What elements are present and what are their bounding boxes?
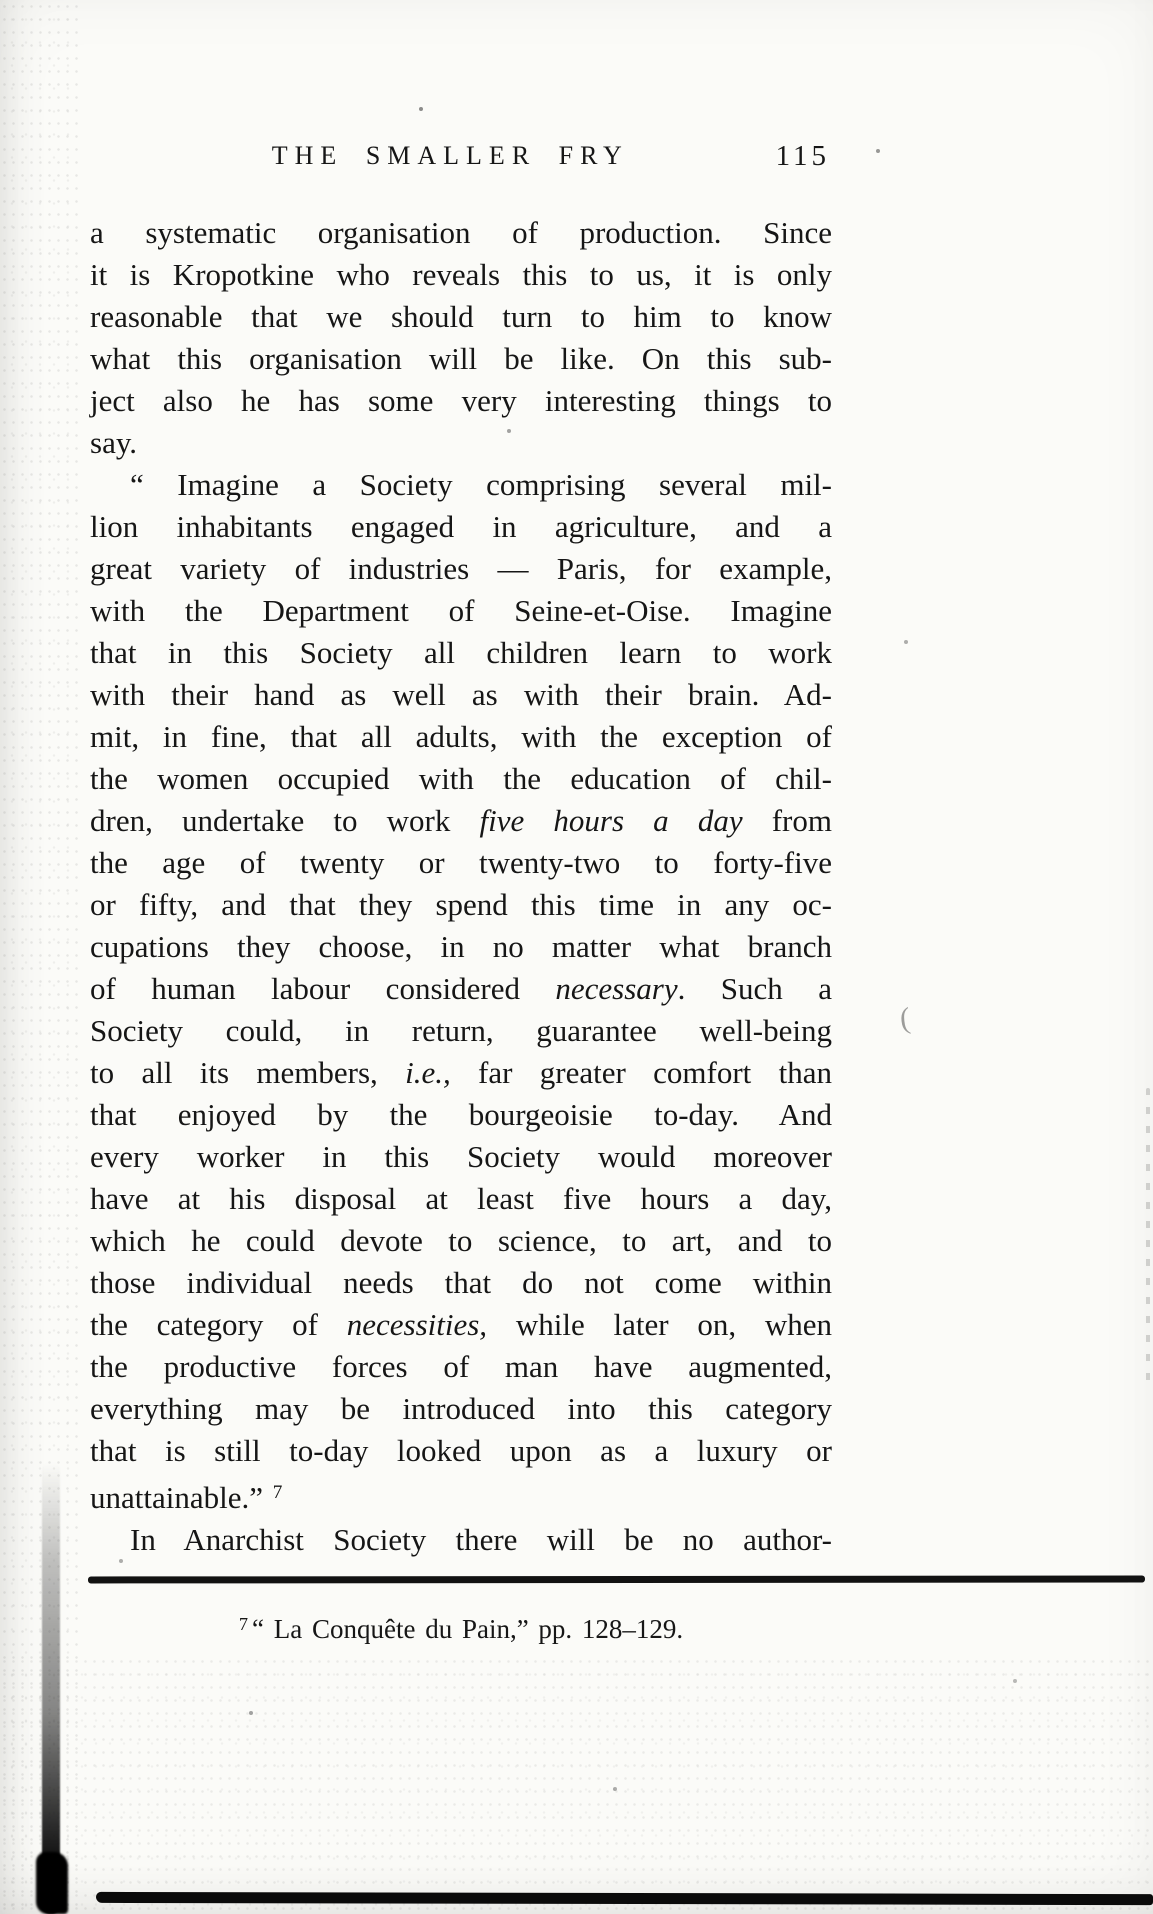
scan-artifact-edge-dashes [1146, 1088, 1150, 1388]
scan-artifact-paren-mark: ( [898, 1001, 912, 1036]
text-line: which he could devote to science, to art, and to [90, 1223, 832, 1258]
text-line: those individual needs that do not come within [90, 1265, 832, 1300]
text-line: mit, in fine, that all adults, with the exception of [90, 719, 832, 754]
footnote-marker: 7 [238, 1614, 248, 1634]
footnote [90, 1604, 832, 1649]
text-line: “ Imagine a Society comprising several mil- [130, 467, 832, 502]
text-line: with their hand as well as with their brain. Ad- [90, 677, 832, 712]
footnote-rule [88, 1576, 1145, 1584]
body-text [90, 212, 832, 1561]
text-line: the women occupied with the education of chil- [90, 761, 832, 796]
text-line: to all its members, i.e., far greater comfort than [90, 1055, 832, 1090]
scan-artifact-bottom-edge [96, 1892, 1153, 1905]
text-line: the productive forces of man have augmented, [90, 1349, 832, 1384]
text-line: everything may be introduced into this category [90, 1391, 832, 1426]
text-line: Society could, in return, guarantee well-being [90, 1013, 832, 1048]
text-line: that in this Society all children learn to work [90, 635, 832, 670]
text-line: have at his disposal at least five hours a day, [90, 1181, 832, 1216]
text-line: that enjoyed by the bourgeoisie to-day. And [90, 1097, 832, 1132]
text-line: ject also he has some very interesting things to [90, 383, 832, 418]
text-line: every worker in this Society would moreover [90, 1139, 832, 1174]
scan-artifact-corner-streak [42, 1462, 60, 1914]
running-header [90, 138, 832, 176]
text-line: dren, undertake to work five hours a day from [90, 803, 832, 838]
text-line: what this organisation will be like. On this sub- [90, 341, 832, 376]
page-title: THE SMALLER FRY [271, 141, 629, 170]
text-line: with the Department of Seine-et-Oise. Imagine [90, 593, 832, 628]
text-line: lion inhabitants engaged in agriculture, and a [90, 509, 832, 544]
text-line: it is Kropotkine who reveals this to us, it is only [90, 257, 832, 292]
scan-artifact-specks [0, 0, 2, 2]
scan-noise-left-margin [0, 0, 80, 1914]
text-line: the age of twenty or twenty-two to forty-five [90, 845, 832, 880]
text-line: great variety of industries — Paris, for example, [90, 551, 832, 586]
text-line: or fifty, and that they spend this time in any oc- [90, 887, 832, 922]
text-line: that is still to-day looked upon as a luxury or [90, 1433, 832, 1468]
page-number: 115 [775, 140, 830, 172]
text-line: In Anarchist Society there will be no author- [130, 1522, 832, 1557]
text-line: reasonable that we should turn to him to know [90, 299, 832, 334]
scan-artifact-corner-blob [36, 1852, 68, 1914]
text-line: the category of necessities, while later on, when [90, 1307, 832, 1342]
text-line: unattainable.” $^7$ [90, 1480, 283, 1515]
text-line: cupations they choose, in no matter what branch [90, 929, 832, 964]
text-line: of human labour considered necessary. Such a [90, 971, 832, 1006]
scan-noise-bottom-margin [0, 1655, 1153, 1914]
text-line: say. [90, 425, 138, 460]
footnote-text: “ La Conquête du Pain,” pp. 128–129. [252, 1614, 684, 1644]
text-line: a systematic organisation of production. Since [90, 215, 832, 250]
